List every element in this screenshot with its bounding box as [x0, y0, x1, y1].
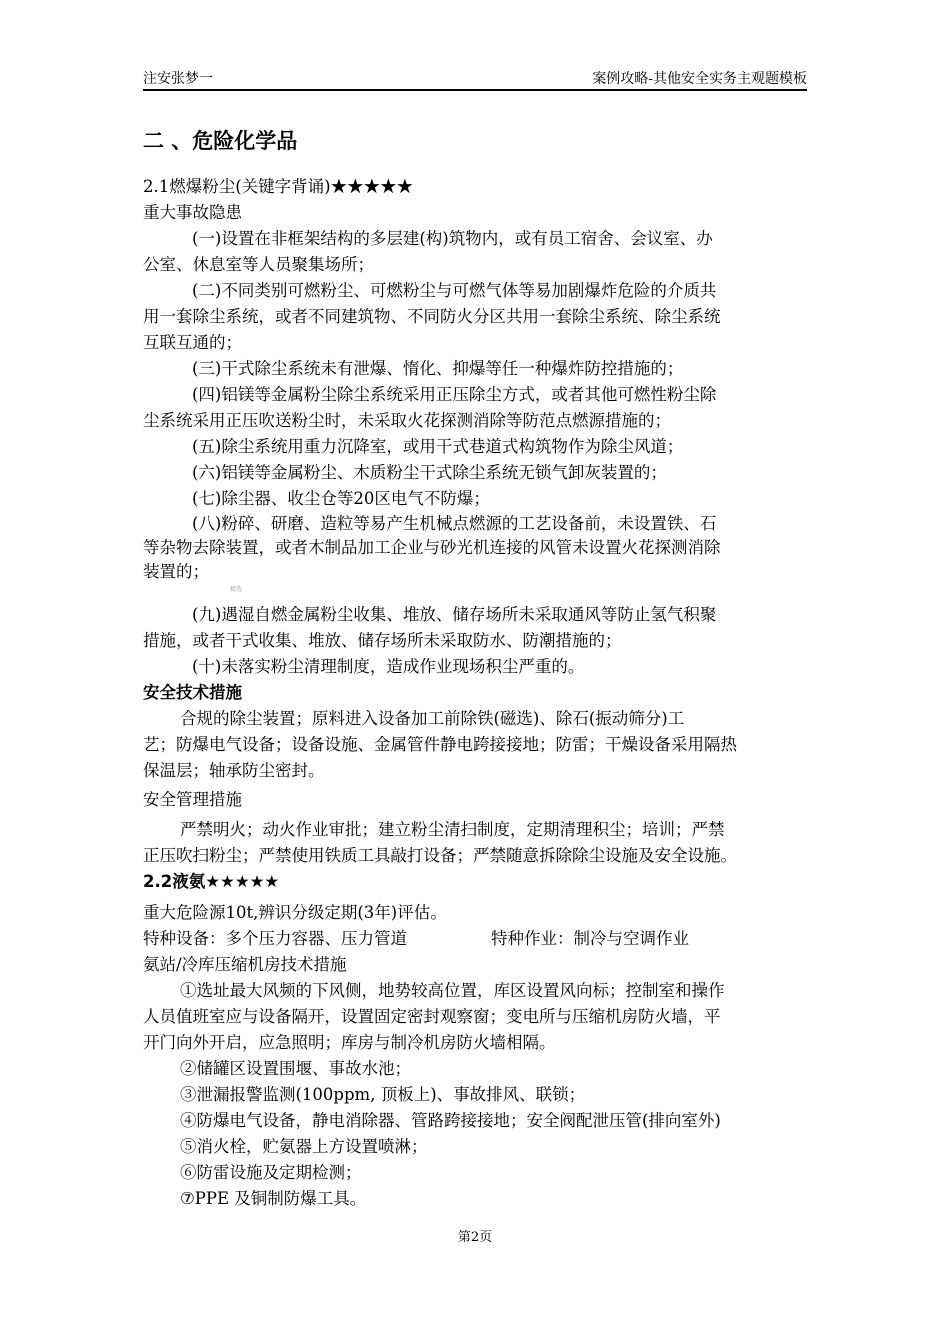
- ammonia-measure-1-cont2: 开门向外开启，应急照明；库房与制冷机房防火墙相隔。: [143, 1033, 556, 1052]
- ammonia-measure-4: ④防爆电气设备，静电消除器、管路跨接接地；安全阀配泄压管(排向室外): [180, 1111, 721, 1130]
- hazard-item-10: (十)未落实粉尘清理制度，造成作业现场积尘严重的。: [192, 657, 585, 676]
- header-author: 注安张梦一: [143, 71, 213, 87]
- header-divider: [143, 89, 807, 91]
- hazard-title: 重大事故隐患: [143, 203, 242, 222]
- hazard-item-2-cont: 用一套除尘系统，或者不同建筑物、不同防火分区共用一套除尘系统、除尘系统: [143, 307, 721, 326]
- hazard-item-2: (二)不同类别可燃粉尘、可燃粉尘与可燃气体等易加剧爆炸危险的介质共: [192, 281, 717, 300]
- tech-measures-line-1: 合规的除尘装置；原料进入设备加工前除铁(磁选)、除石(振动筛分)工: [180, 709, 685, 728]
- ammonia-special-row: [143, 926, 807, 952]
- section-title: 二 、危险化学品: [143, 129, 298, 153]
- ammonia-measure-7: ⑦PPE 及铜制防爆工具。: [180, 1189, 367, 1208]
- hazard-item-6: (六)铝镁等金属粉尘、木质粉尘干式除尘系统无锁气卸灰装置的；: [192, 463, 667, 482]
- header-title: 案例攻略-其他安全实务主观题模板: [592, 71, 807, 87]
- hazard-item-9: (九)遇湿自燃金属粉尘收集、堆放、储存场所未采取通风等防止氢气积聚: [192, 605, 717, 624]
- ammonia-measure-2: ②储罐区设置围堰、事故水池；: [180, 1059, 411, 1078]
- ammonia-major-hazard: 重大危险源10t,辨识分级定期(3年)评估。: [143, 903, 447, 922]
- subsection-heading-ammonia: 2.2液氨★★★★★: [143, 872, 280, 891]
- hazard-item-7: (七)除尘器、收尘仓等20区电气不防爆；: [192, 489, 490, 508]
- ammonia-measure-3: ③泄漏报警监测(100ppm, 顶板上)、事故排风、联锁；: [180, 1085, 586, 1104]
- hazard-item-9-cont: 措施，或者干式收集、堆放、储存场所未采取防水、防潮措施的；: [143, 631, 622, 650]
- hazard-item-3: (三)干式除尘系统未有泄爆、惰化、抑爆等任一种爆炸防控措施的；: [192, 359, 684, 378]
- watermark-mark: 精选: [230, 586, 243, 593]
- hazard-item-1: (一)设置在非框架结构的多层建(构)筑物内，或有员工宿舍、会议室、办: [192, 229, 713, 248]
- ammonia-station-title: 氨站/冷库压缩机房技术措施: [143, 955, 347, 974]
- hazard-item-2-cont2: 互联互通的；: [143, 333, 242, 352]
- hazard-item-5: (五)除尘系统用重力沉降室，或用干式巷道式构筑物作为除尘风道；: [192, 437, 684, 456]
- subsection-heading-dust: 2.1燃爆粉尘(关键字背诵)★★★★★: [143, 177, 414, 196]
- ammonia-measure-1-cont: 人员值班室应与设备隔开，设置固定密封观察窗；变电所与压缩机房防火墙，平: [143, 1007, 721, 1026]
- hazard-item-4: (四)铝镁等金属粉尘除尘系统采用正压除尘方式，或者其他可燃性粉尘除: [192, 385, 717, 404]
- mgmt-measures-line-1: 严禁明火；动火作业审批；建立粉尘清扫制度，定期清理积尘；培训；严禁: [180, 820, 725, 839]
- page-number: 第2页: [457, 1230, 493, 1245]
- page-break-gap: [143, 584, 807, 602]
- ammonia-measure-1: ①选址最大风频的下风侧，地势较高位置，库区设置风向标；控制室和操作: [180, 981, 725, 1000]
- hazard-item-8-cont: 等杂物去除装置，或者木制品加工企业与砂光机连接的风管未设置火花探测消除: [143, 538, 721, 557]
- ammonia-measure-5: ⑤消火栓，贮氨器上方设置喷淋；: [180, 1137, 428, 1156]
- tech-measures-line-3: 保温层；轴承防尘密封。: [143, 761, 325, 780]
- mgmt-measures-title: 安全管理措施: [143, 790, 242, 809]
- ammonia-measure-6: ⑥防雷设施及定期检测；: [180, 1163, 362, 1182]
- special-equipment: 特种设备：多个压力容器、压力管道: [143, 929, 407, 948]
- hazard-item-4-cont: 尘系统采用正压吹送粉尘时，未采取火花探测消除等防范点燃源措施的；: [143, 411, 671, 430]
- hazard-item-1-cont: 公室、休息室等人员聚集场所；: [143, 255, 374, 274]
- page-content: [143, 126, 807, 1212]
- tech-measures-title: 安全技术措施: [143, 683, 242, 702]
- hazard-item-8: (八)粉碎、研磨、造粒等易产生机械点燃源的工艺设备前，未设置铁、石: [192, 514, 717, 533]
- mgmt-measures-line-2: 正压吹扫粉尘；严禁使用铁质工具敲打设备；严禁随意拆除除尘设施及安全设施。: [143, 846, 737, 865]
- tech-measures-line-2: 艺；防爆电气设备；设备设施、金属管件静电跨接接地；防雷；干燥设备采用隔热: [143, 735, 737, 754]
- hazard-item-8-cont2: 装置的；: [143, 562, 209, 581]
- special-operations: 特种作业：制冷与空调作业: [491, 929, 689, 948]
